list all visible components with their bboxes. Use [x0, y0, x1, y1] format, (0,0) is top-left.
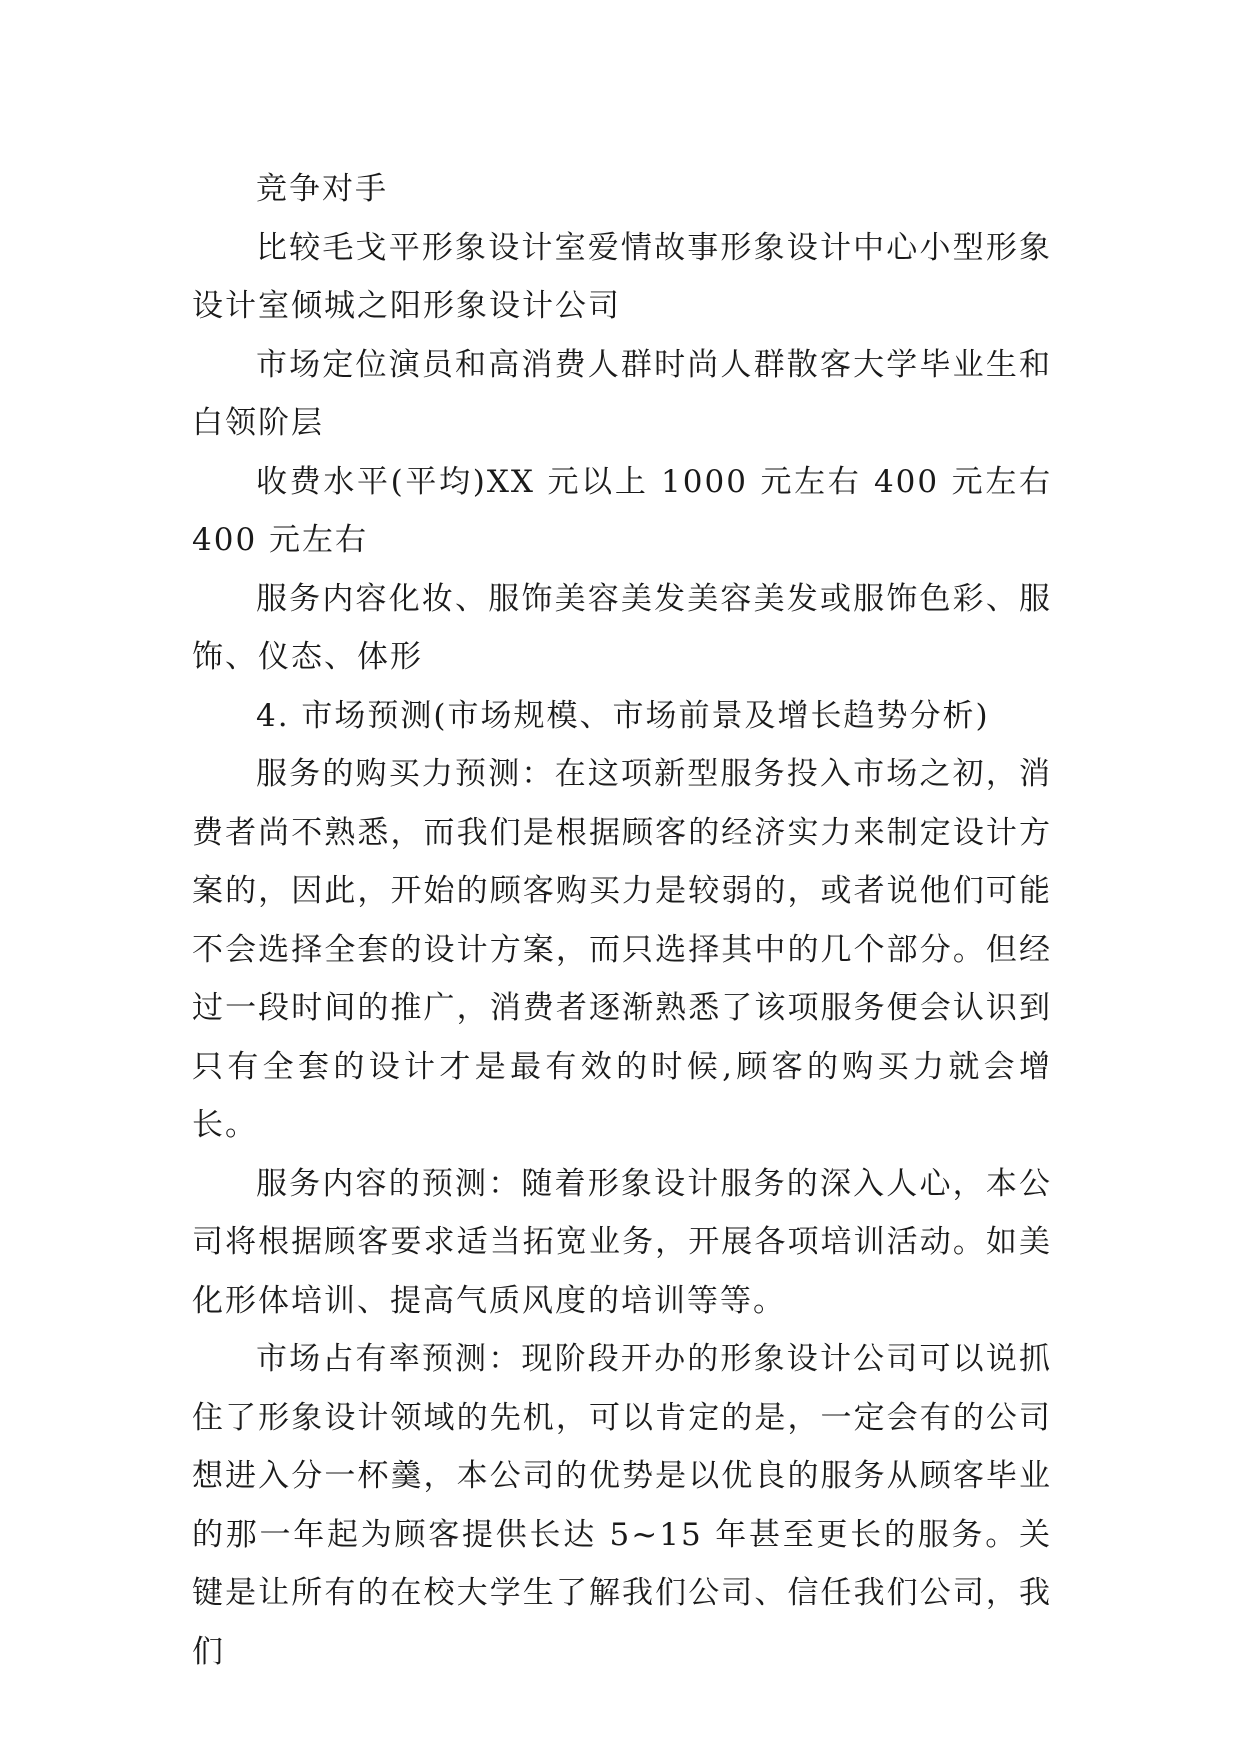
paragraph-market-share-forecast: 市场占有率预测：现阶段开办的形象设计公司可以说抓住了形象设计领域的先机，可以肯定的是，一定会有的公司想进入分一杯羹，本公司的优势是以优良的服务从顾客毕业的那一年起为顾客提供长达 5~15 年甚至更长的服务。关键是让所有的在校大学生了解我们公司、信任我们公司，我们 [192, 1341, 1052, 1670]
paragraph-competitors-heading: 竞争对手 [256, 171, 388, 207]
paragraph-service-content: 服务内容化妆、服饰美容美发美容美发或服饰色彩、服饰、仪态、体形 [192, 580, 1052, 675]
section-heading-market-forecast: 4. 市场预测(市场规模、市场前景及增长趋势分析) [256, 697, 990, 734]
paragraph-service-content-forecast: 服务内容的预测：随着形象设计服务的深入人心，本公司将根据顾客要求适当拓宽业务，开展各项培训活动。如美化形体培训、提高气质风度的培训等等。 [192, 1165, 1052, 1319]
paragraph-purchasing-power-forecast: 服务的购买力预测：在这项新型服务投入市场之初，消费者尚不熟悉，而我们是根据顾客的经济实力来制定设计方案的，因此，开始的顾客购买力是较弱的，或者说他们可能不会选择全套的设计方案，而只选择其中的几个部分。但经过一段时间的推广，消费者逐渐熟悉了该项服务便会认识到只有全套的设计才是最有效的时候,顾客的购买力就会增长。 [192, 756, 1052, 1143]
paragraph-market-positioning: 市场定位演员和高消费人群时尚人群散客大学毕业生和白领阶层 [192, 346, 1052, 441]
paragraph-pricing-level: 收费水平(平均)XX 元以上 1000 元左右 400 元左右 400 元左右 [192, 463, 1052, 558]
document-body [192, 160, 1052, 1681]
paragraph-comparison: 比较毛戈平形象设计室爱情故事形象设计中心小型形象设计室倾城之阳形象设计公司 [192, 229, 1052, 324]
